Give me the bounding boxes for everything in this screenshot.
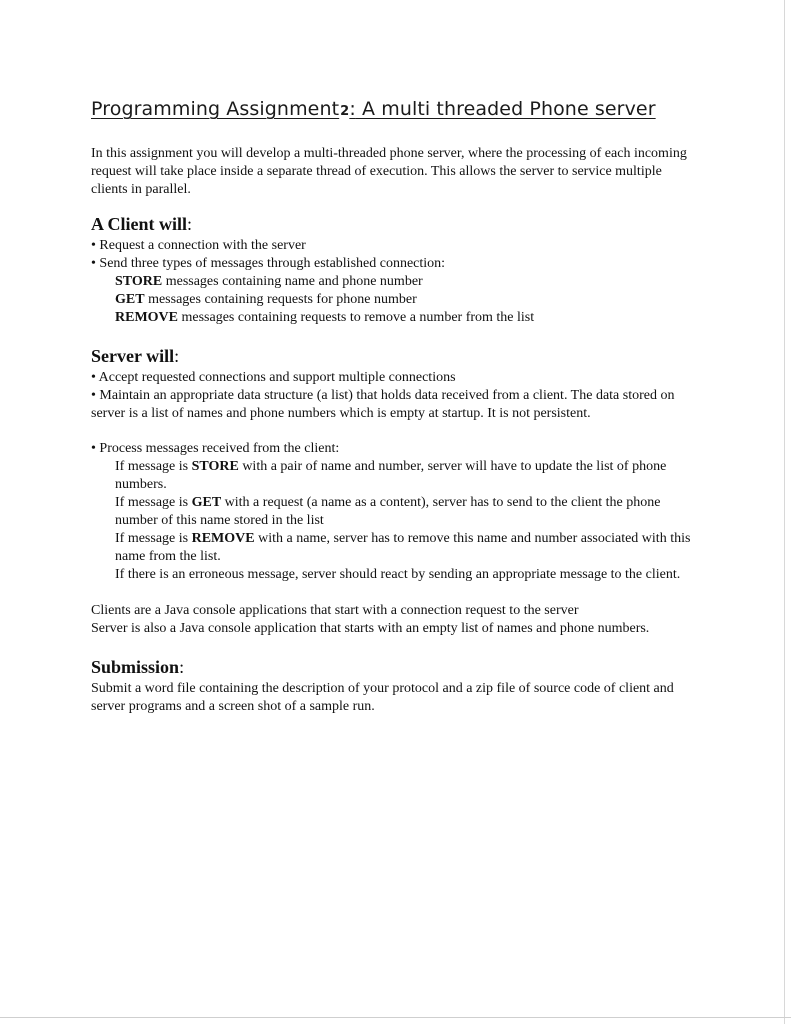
client-bullet: • Send three types of messages through established connection: <box>91 256 446 271</box>
process-bullet: • Process messages received from the client: <box>91 441 340 456</box>
intro-paragraph: In this assignment you will develop a multi-threaded phone server, where the processing of each incoming request will take place inside a separate thread of execution. This allows the server to service multiple clients in parallel. <box>91 146 687 197</box>
scan-edge-bottom <box>0 1017 791 1018</box>
server-heading-colon: : <box>174 346 180 366</box>
clients-description: Clients are a Java console applications that start with a connection request to the server <box>91 603 579 618</box>
submission-heading-text: Submission <box>91 657 180 677</box>
command-keyword: STORE <box>115 274 163 289</box>
server-rule-store <box>91 458 696 494</box>
client-message-store <box>91 273 696 291</box>
server-heading-text: Server will <box>91 346 175 366</box>
client-section <box>91 213 696 327</box>
submission-heading-colon: : <box>179 657 185 677</box>
spacer <box>91 423 696 440</box>
apps-section <box>91 602 696 638</box>
rule-pre: If message is <box>115 459 192 474</box>
page-title <box>91 98 696 120</box>
title-separator: : <box>349 98 356 120</box>
command-keyword: REMOVE <box>115 310 178 325</box>
client-message-remove <box>91 309 696 327</box>
command-keyword: STORE <box>191 459 239 474</box>
message-description: messages containing requests for phone number <box>144 292 417 307</box>
title-underlined <box>91 98 656 120</box>
rule-pre: If message is <box>115 531 192 546</box>
rule-post: with a request (a name as a content), server has to send to the client the phone number of this name stored in the list <box>115 495 661 528</box>
client-heading-colon: : <box>187 214 193 234</box>
server-rule-error <box>91 566 696 584</box>
rule-post: with a name, server has to remove this name and number associated with this name from the list. <box>115 531 691 564</box>
server-bullet: • Accept requested connections and support multiple connections <box>91 370 456 385</box>
submission-text: Submit a word file containing the description of your protocol and a zip file of source code of client and server programs and a screen shot of a sample run. <box>91 681 674 714</box>
submission-heading <box>91 656 696 678</box>
message-description: messages containing requests to remove a number from the list <box>178 310 535 325</box>
scan-edge-right <box>784 0 785 1024</box>
rule-post: with a pair of name and number, server will have to update the list of phone numbers. <box>115 459 667 492</box>
rule-pre: If message is <box>115 495 192 510</box>
title-subtitle: A multi threaded Phone server <box>355 98 656 120</box>
server-heading <box>91 345 696 367</box>
client-bullet: • Request a connection with the server <box>91 238 306 253</box>
client-heading-text: A Client will <box>91 214 188 234</box>
submission-section <box>91 656 696 716</box>
message-description: messages containing name and phone number <box>162 274 423 289</box>
command-keyword: GET <box>191 495 222 510</box>
command-keyword: GET <box>115 292 145 307</box>
server-bullet: • Maintain an appropriate data structure (a list) that holds data received from a client. The data stored on server is a list of names and phone numbers which is empty at startup. It is not persistent. <box>91 388 675 421</box>
title-number-mark: 2 <box>340 104 350 119</box>
title-prefix: Programming Assignment <box>91 98 340 120</box>
rule-pre: If there is an erroneous message, server should react by sending an appropriate message to the client. <box>115 567 681 582</box>
client-message-get <box>91 291 696 309</box>
server-rule-get <box>91 494 696 530</box>
server-section <box>91 345 696 584</box>
document-page <box>91 98 696 716</box>
command-keyword: REMOVE <box>191 531 255 546</box>
client-heading <box>91 213 696 235</box>
server-rule-remove <box>91 530 696 566</box>
server-description: Server is also a Java console application that starts with an empty list of names and phone numbers. <box>91 621 650 636</box>
